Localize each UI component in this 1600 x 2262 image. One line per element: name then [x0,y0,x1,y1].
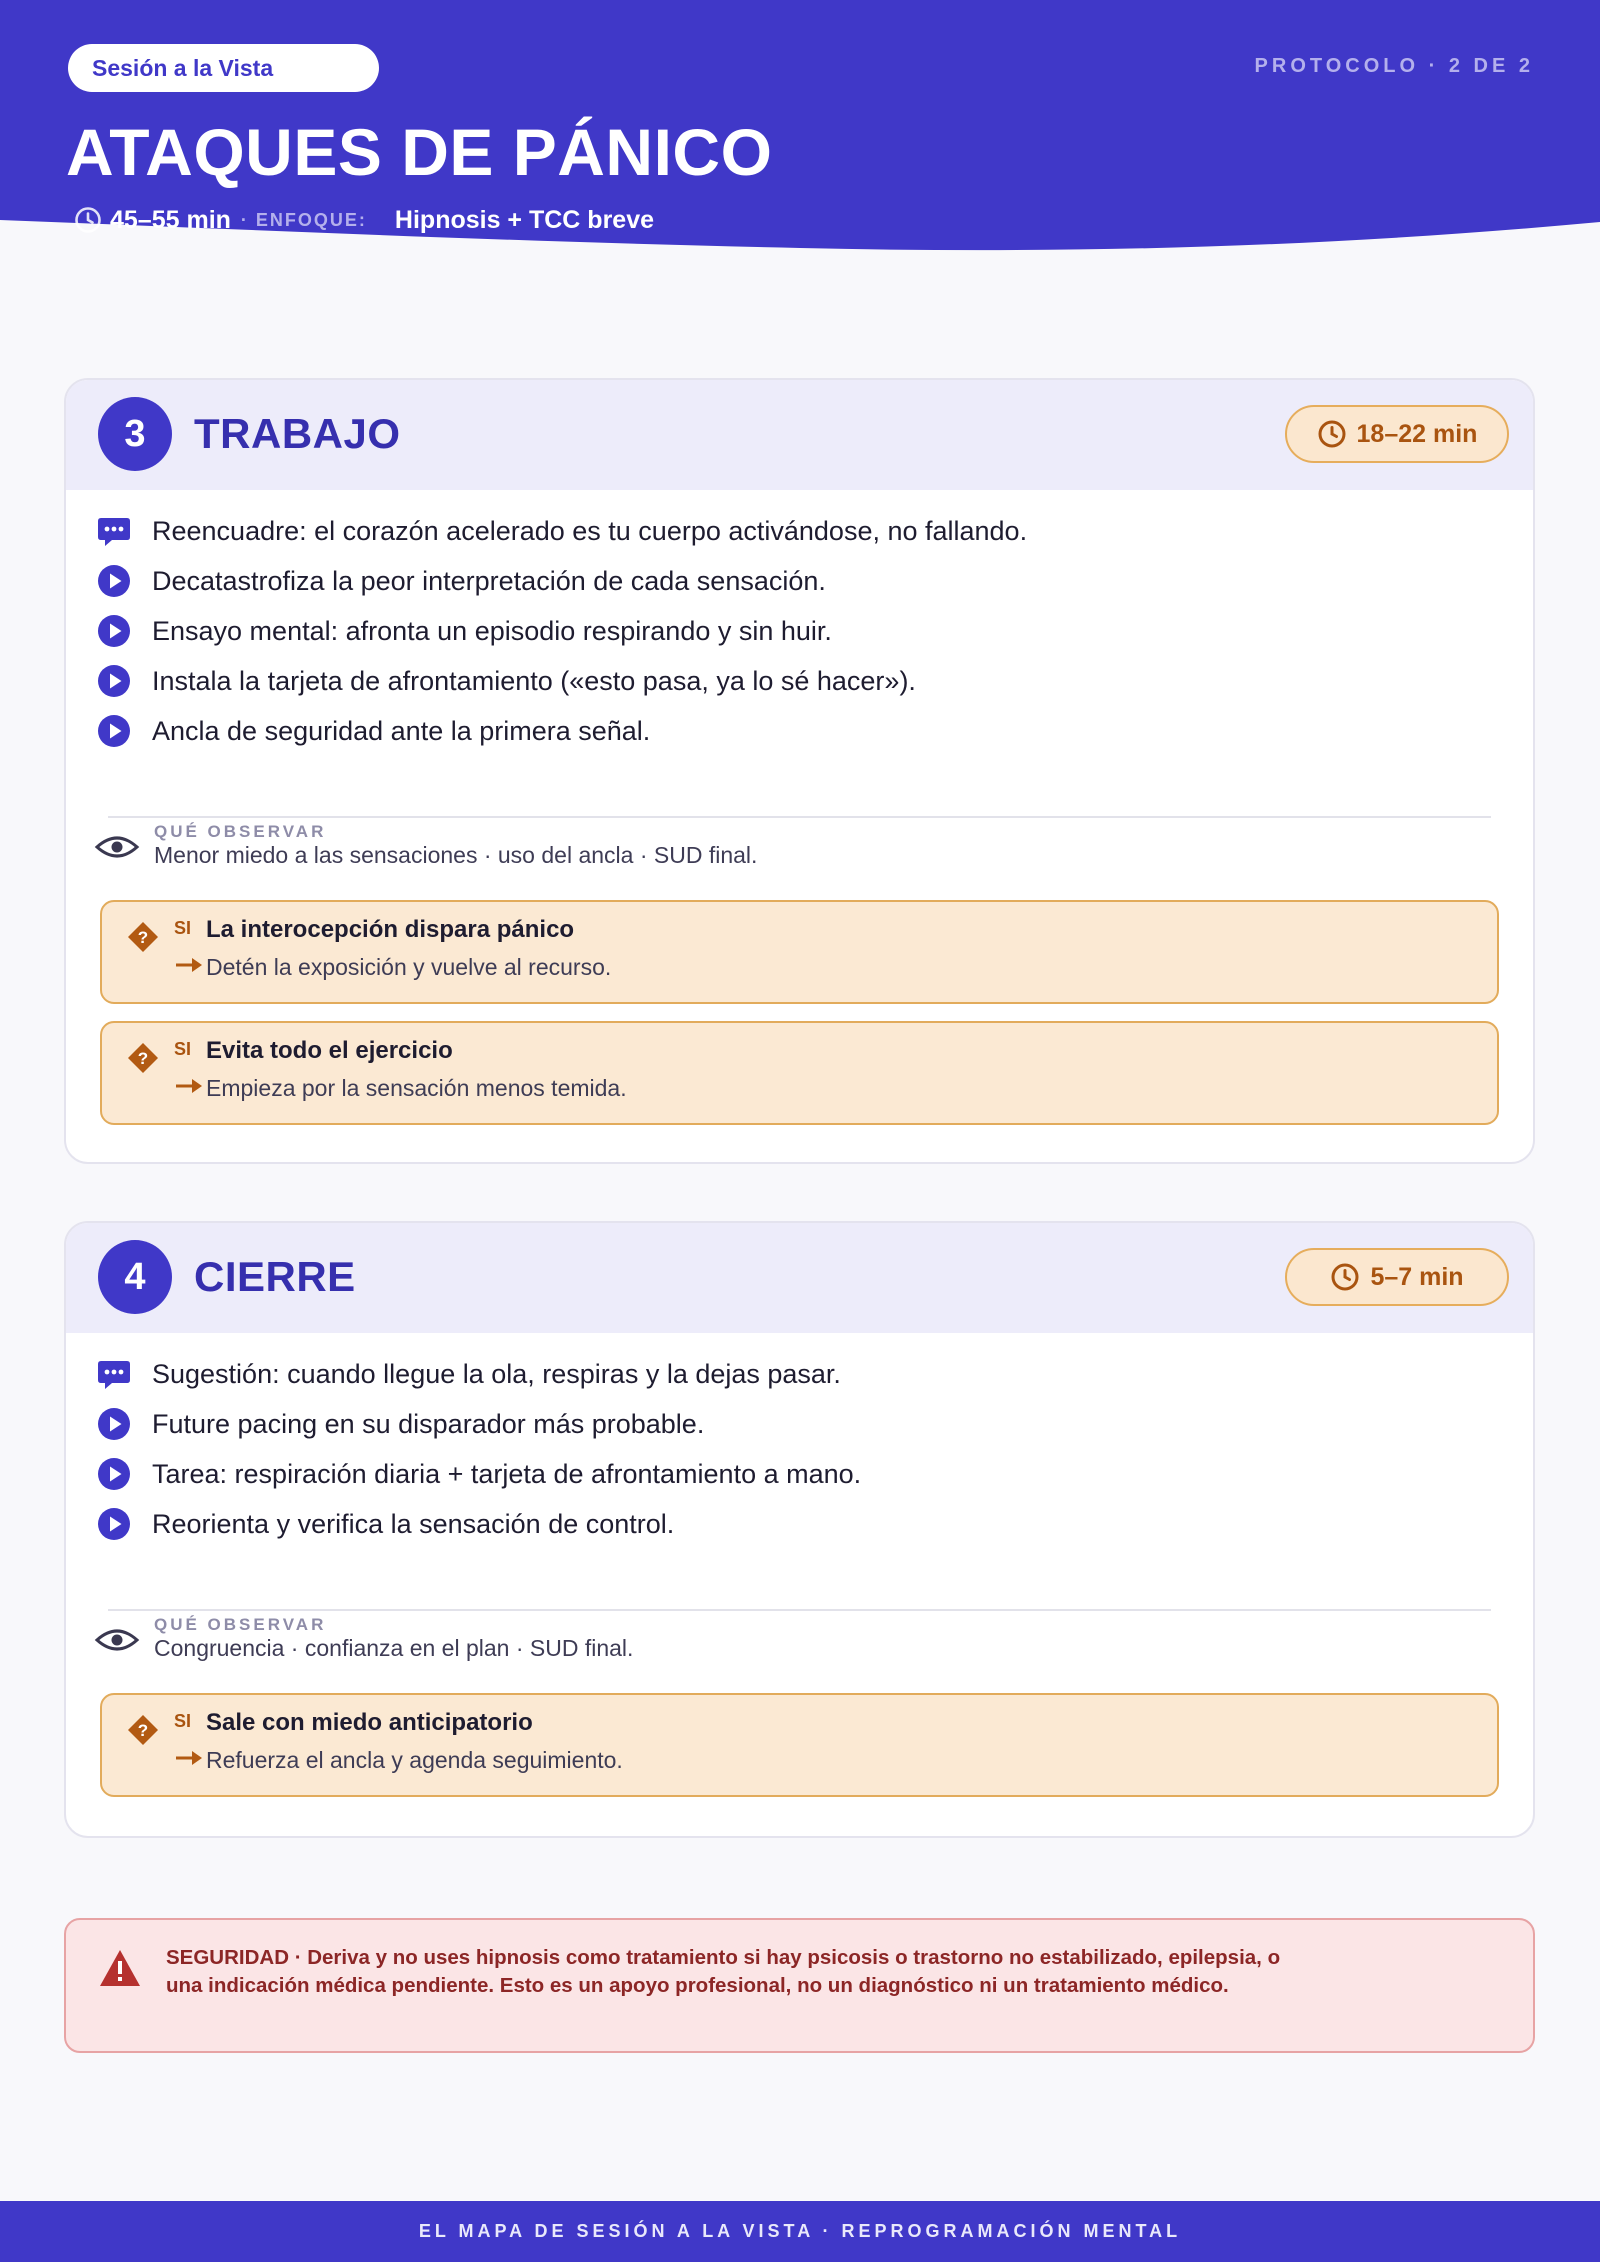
observe-label: QUÉ OBSERVAR [154,1615,327,1634]
section-header [66,1223,1533,1333]
play-icon [96,1506,132,1542]
speech-bubble-icon [96,513,132,549]
observe-block [108,1609,1491,1669]
clock-icon [74,206,102,234]
condition-text: Evita todo el ejercicio [206,1037,453,1064]
section-number-badge: 4 [98,1240,172,1314]
play-icon [96,663,132,699]
step-list [66,1349,1533,1549]
list-item [96,1349,1533,1399]
step-list [66,506,1533,756]
speech-bubble-icon [96,1356,132,1392]
play-icon [96,613,132,649]
eye-icon [94,832,140,862]
section-title: CIERRE [194,1253,356,1300]
condition-si-label: SI [174,1711,192,1731]
page-title: ATAQUES DE PÁNICO [66,115,773,189]
page-footer: EL MAPA DE SESIÓN A LA VISTA · REPROGRAMACIÓN MENTAL [0,2201,1600,2262]
section-time-badge [1285,1248,1509,1306]
play-icon [96,563,132,599]
observe-text: Menor miedo a las sensaciones · uso del ancla · SUD final. [154,842,758,868]
condition-si-label: SI [174,918,192,938]
focus-value: Hipnosis + TCC breve [394,205,655,234]
list-item-text: Instala la tarjeta de afrontamiento («esto pasa, ya lo sé hacer»). [152,665,916,696]
brand-pill: Sesión a la Vista [68,44,379,92]
list-item-text: Sugestión: cuando llegue la ola, respiras y la dejas pasar. [152,1358,841,1389]
eye-icon [94,1625,140,1655]
action-text: Empieza por la sensación menos temida. [206,1075,627,1101]
list-item-text: Reorienta y verifica la sensación de control. [152,1508,675,1539]
list-item [96,656,1533,706]
play-icon [96,1406,132,1442]
warning-triangle-icon [98,1948,142,1988]
action-text: Refuerza el ancla y agenda seguimiento. [206,1747,623,1773]
list-item [96,1399,1533,1449]
observe-label: QUÉ OBSERVAR [154,822,327,841]
svg-text:?: ? [137,928,149,947]
section-time-label: 18–22 min [1356,419,1478,448]
contingency-alert [100,900,1499,1004]
section-header [66,380,1533,490]
svg-text:?: ? [137,1721,149,1740]
list-item [96,1449,1533,1499]
arrow-right-icon [174,1076,204,1096]
svg-text:?: ? [137,1049,149,1068]
list-item-text: Future pacing en su disparador más probable. [152,1408,705,1439]
safety-text: SEGURIDAD · Deriva y no uses hipnosis como tratamiento si hay psicosis o trastorno no estabilizado, epilepsia, o una indicación médica pendiente. Esto es un apoyo profesional, no un diagnóstico ni un tratamiento médico. [166,1946,1281,1997]
arrow-right-icon [174,955,204,975]
list-item-text: Ancla de seguridad ante la primera señal. [152,715,651,746]
contingency-alert [100,1693,1499,1797]
section-title: TRABAJO [194,410,401,457]
focus-label: · ENFOQUE: [240,209,367,230]
list-item [96,606,1533,656]
list-item [96,706,1533,756]
clock-icon [1330,1262,1360,1292]
observe-block [108,816,1491,876]
safety-warning [64,1918,1535,2053]
list-item [96,506,1533,556]
question-diamond-icon [126,920,160,954]
section-card-trabajo [64,378,1535,1164]
section-time-badge [1285,405,1509,463]
list-item-text: Reencuadre: el corazón acelerado es tu cuerpo activándose, no fallando. [152,515,1028,546]
play-icon [96,1456,132,1492]
section-time-label: 5–7 min [1370,1262,1464,1291]
list-item [96,556,1533,606]
condition-si-label: SI [174,1039,192,1059]
list-item [96,1499,1533,1549]
session-meta [74,204,654,236]
list-item-text: Tarea: respiración diaria + tarjeta de afrontamiento a mano. [152,1458,862,1489]
list-item-text: Ensayo mental: afronta un episodio respirando y sin huir. [152,615,832,646]
condition-text: La interocepción dispara pánico [206,916,575,943]
session-duration: 45–55 min [110,205,231,234]
protocol-indicator: PROTOCOLO · 2 DE 2 [1254,55,1534,77]
section-number-badge: 3 [98,397,172,471]
arrow-right-icon [174,1748,204,1768]
observe-text: Congruencia · confianza en el plan · SUD final. [154,1635,634,1661]
condition-text: Sale con miedo anticipatorio [206,1709,533,1736]
action-text: Detén la exposición y vuelve al recurso. [206,954,612,980]
section-card-cierre [64,1221,1535,1838]
page-header [0,0,1600,252]
contingency-alert [100,1021,1499,1125]
question-diamond-icon [126,1713,160,1747]
clock-icon [1317,419,1347,449]
play-icon [96,713,132,749]
list-item-text: Decatastrofiza la peor interpretación de cada sensación. [152,565,826,596]
question-diamond-icon [126,1041,160,1075]
